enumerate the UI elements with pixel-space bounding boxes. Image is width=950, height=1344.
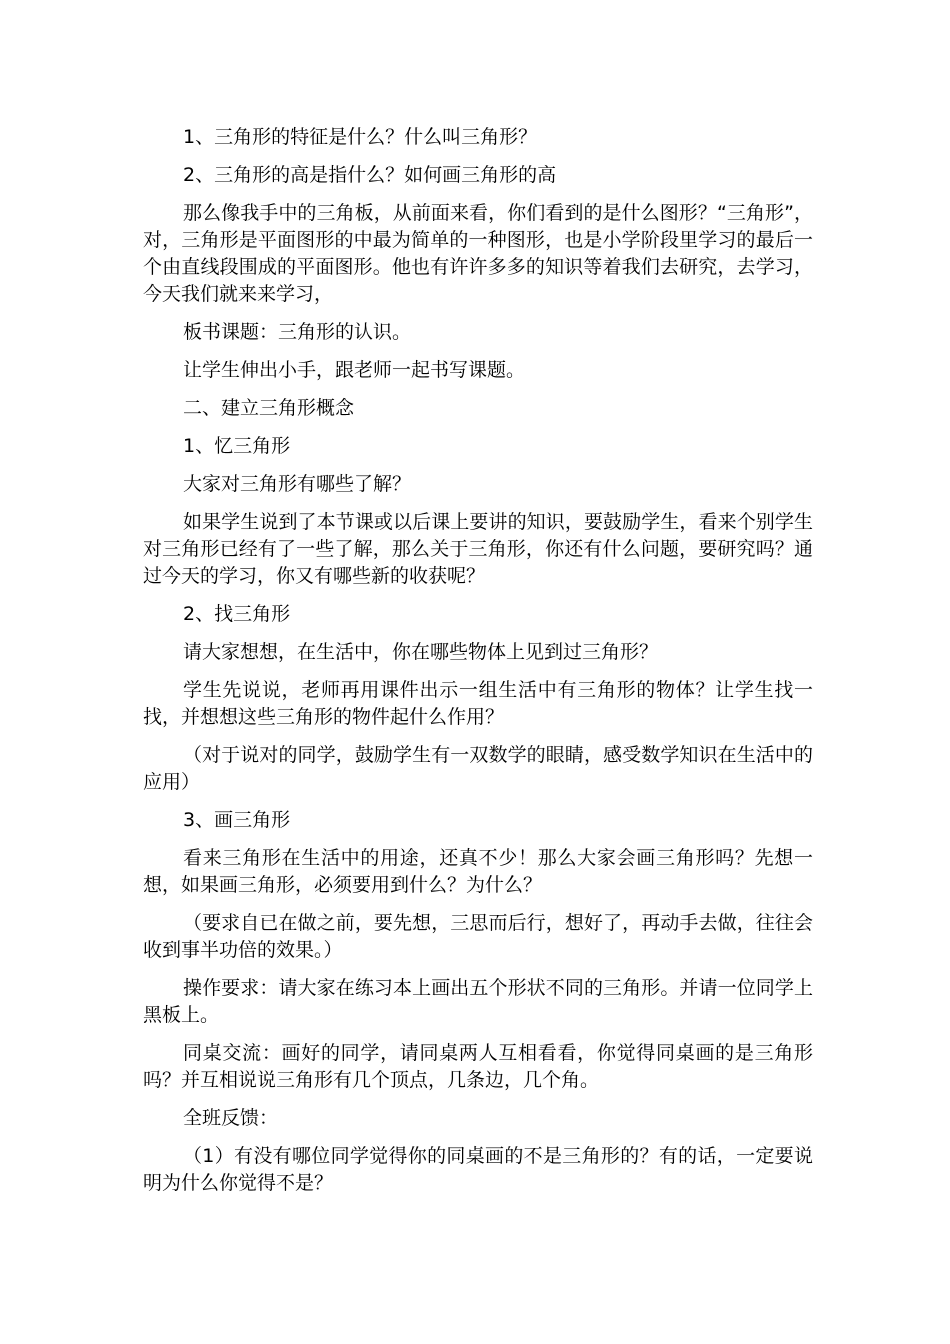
subheading-find: 2、找三角形 bbox=[183, 603, 291, 625]
paragraph-recall-guidance: 如果学生说到了本节课或以后课上要讲的知识，要鼓励学生，看来个别学生对三角形已经有了一些了解，那么关于三角形，你还有什么问题，要研究吗？通过今天的学习，你又有哪些新的收获呢？ bbox=[143, 511, 813, 587]
section-heading-concept: 二、建立三角形概念 bbox=[183, 397, 355, 419]
paragraph-desk-exchange: 同桌交流：画好的同学，请同桌两人互相看看，你觉得同桌画的是三角形吗？并互相说说三角形有几个顶点，几条边，几个角。 bbox=[143, 1042, 813, 1091]
paragraph-board-title: 板书课题：三角形的认识。 bbox=[183, 321, 412, 343]
paragraph-draw-note: （要求自已在做之前，要先想，三思而后行，想好了，再动手去做，往往会收到事半功倍的效果。） bbox=[143, 912, 813, 961]
paragraph-find-question: 请大家想想，在生活中，你在哪些物体上见到过三角形？ bbox=[183, 641, 659, 663]
paragraph-intro: 那么像我手中的三角板，从前面来看，你们看到的是什么图形？“三角形”，对，三角形是平面图形的中最为简单的一种图形，也是小学阶段里学习的最后一个由直线段围成的平面图形。他也有许许多多的知识等着我们去研究，去学习，今天我们就来来学习， bbox=[143, 202, 813, 305]
paragraph-class-feedback: 全班反馈： bbox=[183, 1107, 279, 1129]
subheading-recall: 1、忆三角形 bbox=[183, 435, 291, 457]
paragraph-feedback-1: （1）有没有哪位同学觉得你的同桌画的不是三角形的？有的话，一定要说明为什么你觉得不是？ bbox=[143, 1145, 813, 1194]
paragraph-recall-question: 大家对三角形有哪些了解？ bbox=[183, 473, 412, 495]
paragraph-find-activity: 学生先说说，老师再用课件出示一组生活中有三角形的物体？让学生找一找，并想想这些三角形的物件起什么作用？ bbox=[143, 679, 813, 728]
paragraph-question-1: 1、三角形的特征是什么？什么叫三角形？ bbox=[183, 126, 538, 148]
paragraph-question-2: 2、三角形的高是指什么？如何画三角形的高 bbox=[183, 164, 557, 186]
paragraph-write-title: 让学生伸出小手，跟老师一起书写课题。 bbox=[183, 359, 526, 381]
document-body bbox=[143, 124, 813, 1208]
paragraph-operation-requirement: 操作要求：请大家在练习本上画出五个形状不同的三角形。并请一位同学上黑板上。 bbox=[143, 977, 813, 1026]
subheading-draw: 3、画三角形 bbox=[183, 809, 291, 831]
paragraph-draw-question: 看来三角形在生活中的用途，还真不少！那么大家会画三角形吗？先想一想，如果画三角形，必须要用到什么？为什么？ bbox=[143, 847, 813, 896]
paragraph-find-note: （对于说对的同学，鼓励学生有一双数学的眼睛，感受数学知识在生活中的应用） bbox=[143, 744, 813, 793]
